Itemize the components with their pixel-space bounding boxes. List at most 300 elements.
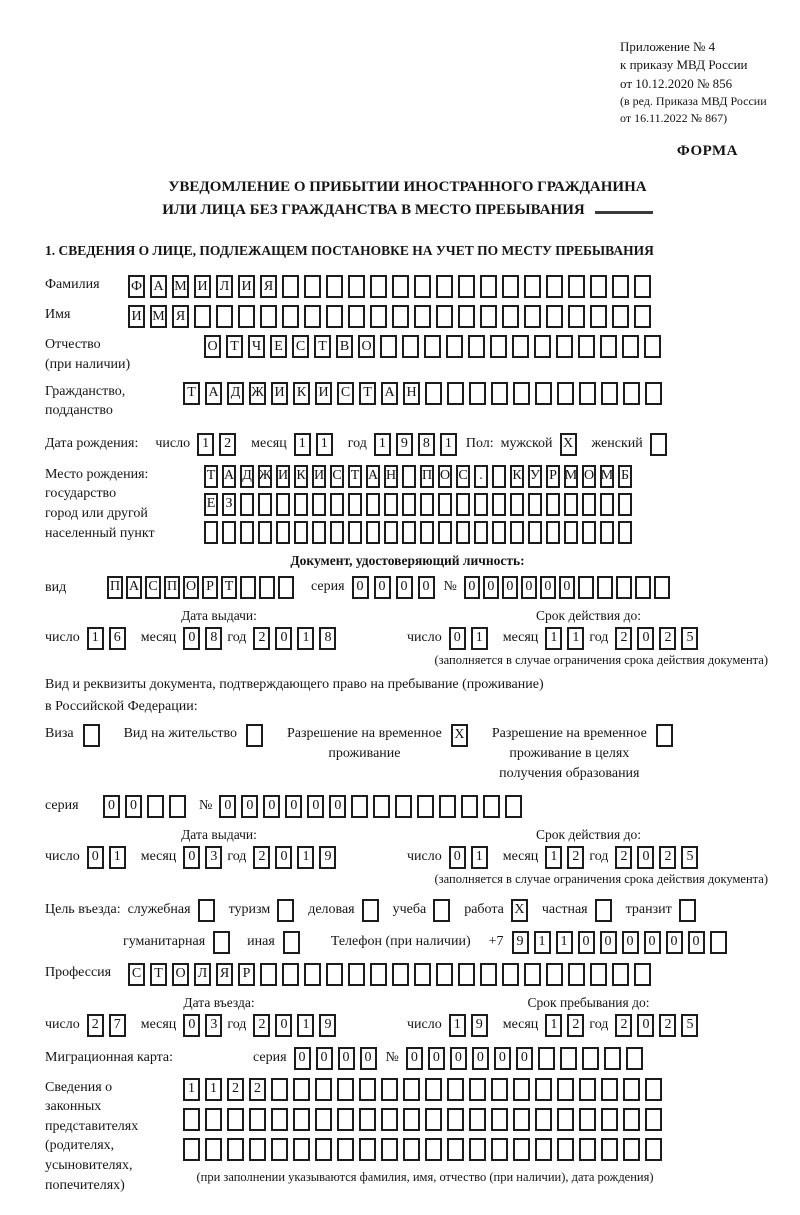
- form-cell[interactable]: [348, 305, 365, 328]
- form-cell[interactable]: [469, 382, 486, 405]
- form-cell[interactable]: 5: [681, 846, 698, 869]
- form-cell[interactable]: [546, 493, 560, 516]
- form-cell[interactable]: 0: [406, 1047, 423, 1070]
- form-cell[interactable]: 0: [183, 846, 200, 869]
- form-cell[interactable]: Ф: [128, 275, 145, 298]
- form-cell[interactable]: [513, 382, 530, 405]
- form-cell[interactable]: 1: [449, 1014, 466, 1037]
- form-cell[interactable]: [438, 493, 452, 516]
- form-cell[interactable]: 2: [567, 1014, 584, 1037]
- form-cell[interactable]: [271, 1108, 288, 1131]
- form-cell[interactable]: 1: [316, 433, 333, 456]
- form-cell[interactable]: [568, 963, 585, 986]
- form-cell[interactable]: 1: [545, 627, 562, 650]
- form-cell[interactable]: 8: [319, 627, 336, 650]
- form-cell[interactable]: [370, 275, 387, 298]
- form-cell[interactable]: О: [358, 335, 375, 358]
- form-cell[interactable]: П: [107, 576, 123, 599]
- form-cell[interactable]: 2: [249, 1078, 266, 1101]
- form-cell[interactable]: 9: [319, 1014, 336, 1037]
- form-cell[interactable]: С: [292, 335, 309, 358]
- form-cell[interactable]: [216, 305, 233, 328]
- form-cell[interactable]: 2: [253, 627, 270, 650]
- form-cell[interactable]: Я: [172, 305, 189, 328]
- form-cell[interactable]: 0: [521, 576, 537, 599]
- form-cell[interactable]: [198, 899, 215, 922]
- form-cell[interactable]: [474, 521, 488, 544]
- form-cell[interactable]: [370, 305, 387, 328]
- form-cell[interactable]: 8: [418, 433, 435, 456]
- form-cell[interactable]: [538, 1047, 555, 1070]
- form-cell[interactable]: 0: [294, 1047, 311, 1070]
- form-cell[interactable]: 1: [205, 1078, 222, 1101]
- form-cell[interactable]: [304, 305, 321, 328]
- form-cell[interactable]: [456, 493, 470, 516]
- form-cell[interactable]: [528, 493, 542, 516]
- form-cell[interactable]: [282, 305, 299, 328]
- form-cell[interactable]: 1: [374, 433, 391, 456]
- form-cell[interactable]: З: [222, 493, 236, 516]
- form-cell[interactable]: 0: [450, 1047, 467, 1070]
- form-cell[interactable]: Ж: [249, 382, 266, 405]
- form-cell[interactable]: [510, 493, 524, 516]
- form-cell[interactable]: [622, 335, 639, 358]
- form-cell[interactable]: О: [582, 465, 596, 488]
- form-cell[interactable]: [468, 335, 485, 358]
- form-cell[interactable]: [240, 521, 254, 544]
- form-cell[interactable]: Ж: [258, 465, 272, 488]
- form-cell[interactable]: 9: [512, 931, 529, 954]
- form-cell[interactable]: [568, 305, 585, 328]
- form-cell[interactable]: 0: [352, 576, 369, 599]
- form-cell[interactable]: [579, 1078, 596, 1101]
- form-cell[interactable]: [395, 795, 412, 818]
- form-cell[interactable]: [483, 795, 500, 818]
- form-cell[interactable]: [446, 335, 463, 358]
- form-cell[interactable]: [535, 1138, 552, 1161]
- form-cell[interactable]: [604, 1047, 621, 1070]
- form-cell[interactable]: [579, 382, 596, 405]
- form-cell[interactable]: [425, 1078, 442, 1101]
- form-cell[interactable]: Р: [238, 963, 255, 986]
- form-cell[interactable]: [348, 493, 362, 516]
- form-cell[interactable]: [502, 963, 519, 986]
- form-cell[interactable]: [433, 899, 450, 922]
- form-cell[interactable]: 0: [502, 576, 518, 599]
- form-cell[interactable]: [491, 1108, 508, 1131]
- form-cell[interactable]: М: [172, 275, 189, 298]
- form-cell[interactable]: [491, 1078, 508, 1101]
- form-cell[interactable]: [546, 963, 563, 986]
- form-cell[interactable]: [246, 724, 263, 747]
- form-cell[interactable]: 1: [183, 1078, 200, 1101]
- form-cell[interactable]: [635, 576, 651, 599]
- form-cell[interactable]: 1: [294, 433, 311, 456]
- form-cell[interactable]: [315, 1108, 332, 1131]
- form-cell[interactable]: [204, 521, 218, 544]
- form-cell[interactable]: 6: [109, 627, 126, 650]
- form-cell[interactable]: [260, 963, 277, 986]
- form-cell[interactable]: 1: [297, 846, 314, 869]
- form-cell[interactable]: [590, 275, 607, 298]
- form-cell[interactable]: Т: [150, 963, 167, 986]
- form-cell[interactable]: А: [126, 576, 142, 599]
- form-cell[interactable]: К: [510, 465, 524, 488]
- form-cell[interactable]: [315, 1138, 332, 1161]
- form-cell[interactable]: П: [164, 576, 180, 599]
- form-cell[interactable]: [366, 493, 380, 516]
- form-cell[interactable]: 0: [516, 1047, 533, 1070]
- form-cell[interactable]: 2: [615, 627, 632, 650]
- form-cell[interactable]: 1: [297, 1014, 314, 1037]
- form-cell[interactable]: 0: [307, 795, 324, 818]
- form-cell[interactable]: [474, 493, 488, 516]
- form-cell[interactable]: 0: [644, 931, 661, 954]
- form-cell[interactable]: [564, 521, 578, 544]
- form-cell[interactable]: [623, 1078, 640, 1101]
- form-cell[interactable]: К: [293, 382, 310, 405]
- form-cell[interactable]: [402, 493, 416, 516]
- form-cell[interactable]: 1: [109, 846, 126, 869]
- form-cell[interactable]: [83, 724, 100, 747]
- form-cell[interactable]: [417, 795, 434, 818]
- form-cell[interactable]: 0: [578, 931, 595, 954]
- form-cell[interactable]: [469, 1078, 486, 1101]
- form-cell[interactable]: 9: [319, 846, 336, 869]
- form-cell[interactable]: [381, 1078, 398, 1101]
- form-cell[interactable]: [240, 493, 254, 516]
- form-cell[interactable]: [623, 1138, 640, 1161]
- form-cell[interactable]: [277, 899, 294, 922]
- form-cell[interactable]: [447, 382, 464, 405]
- form-cell[interactable]: [582, 521, 596, 544]
- form-cell[interactable]: Р: [546, 465, 560, 488]
- form-cell[interactable]: [402, 335, 419, 358]
- form-cell[interactable]: [436, 963, 453, 986]
- form-cell[interactable]: О: [204, 335, 221, 358]
- form-cell[interactable]: [546, 275, 563, 298]
- form-cell[interactable]: [403, 1138, 420, 1161]
- form-cell[interactable]: О: [183, 576, 199, 599]
- form-cell[interactable]: [601, 1108, 618, 1131]
- form-cell[interactable]: 5: [681, 1014, 698, 1037]
- form-cell[interactable]: 0: [666, 931, 683, 954]
- form-cell[interactable]: [183, 1108, 200, 1131]
- form-cell[interactable]: [505, 795, 522, 818]
- form-cell[interactable]: 1: [567, 627, 584, 650]
- form-cell[interactable]: [380, 335, 397, 358]
- form-cell[interactable]: [461, 795, 478, 818]
- form-cell[interactable]: Т: [348, 465, 362, 488]
- form-cell[interactable]: [283, 931, 300, 954]
- form-cell[interactable]: X: [511, 899, 528, 922]
- form-cell[interactable]: 0: [87, 846, 104, 869]
- form-cell[interactable]: [392, 275, 409, 298]
- form-cell[interactable]: [447, 1078, 464, 1101]
- form-cell[interactable]: [568, 275, 585, 298]
- form-cell[interactable]: 2: [87, 1014, 104, 1037]
- form-cell[interactable]: 0: [472, 1047, 489, 1070]
- form-cell[interactable]: 0: [418, 576, 435, 599]
- form-cell[interactable]: [645, 382, 662, 405]
- form-cell[interactable]: [414, 275, 431, 298]
- form-cell[interactable]: [557, 1078, 574, 1101]
- form-cell[interactable]: [271, 1078, 288, 1101]
- form-cell[interactable]: С: [456, 465, 470, 488]
- form-cell[interactable]: [351, 795, 368, 818]
- form-cell[interactable]: [557, 1138, 574, 1161]
- form-cell[interactable]: 1: [556, 931, 573, 954]
- form-cell[interactable]: [645, 1138, 662, 1161]
- form-cell[interactable]: [392, 963, 409, 986]
- form-cell[interactable]: [612, 963, 629, 986]
- form-cell[interactable]: [582, 493, 596, 516]
- form-cell[interactable]: М: [600, 465, 614, 488]
- form-cell[interactable]: Е: [204, 493, 218, 516]
- form-cell[interactable]: 1: [440, 433, 457, 456]
- form-cell[interactable]: 3: [205, 846, 222, 869]
- form-cell[interactable]: [276, 493, 290, 516]
- form-cell[interactable]: [359, 1078, 376, 1101]
- form-cell[interactable]: В: [336, 335, 353, 358]
- form-cell[interactable]: [524, 305, 541, 328]
- form-cell[interactable]: [366, 521, 380, 544]
- form-cell[interactable]: [249, 1138, 266, 1161]
- form-cell[interactable]: [205, 1138, 222, 1161]
- form-cell[interactable]: [425, 1108, 442, 1131]
- form-cell[interactable]: 0: [483, 576, 499, 599]
- form-cell[interactable]: [337, 1108, 354, 1131]
- form-cell[interactable]: [147, 795, 164, 818]
- form-cell[interactable]: [227, 1138, 244, 1161]
- form-cell[interactable]: [392, 305, 409, 328]
- form-cell[interactable]: [381, 1138, 398, 1161]
- form-cell[interactable]: [578, 335, 595, 358]
- form-cell[interactable]: [535, 1078, 552, 1101]
- form-cell[interactable]: [492, 521, 506, 544]
- form-cell[interactable]: [612, 305, 629, 328]
- form-cell[interactable]: [337, 1138, 354, 1161]
- form-cell[interactable]: У: [528, 465, 542, 488]
- form-cell[interactable]: 2: [615, 846, 632, 869]
- form-cell[interactable]: [330, 493, 344, 516]
- form-cell[interactable]: [315, 1078, 332, 1101]
- form-cell[interactable]: [626, 1047, 643, 1070]
- form-cell[interactable]: [601, 382, 618, 405]
- form-cell[interactable]: С: [128, 963, 145, 986]
- form-cell[interactable]: 0: [103, 795, 120, 818]
- form-cell[interactable]: 0: [449, 846, 466, 869]
- form-cell[interactable]: [535, 1108, 552, 1131]
- form-cell[interactable]: [491, 382, 508, 405]
- form-cell[interactable]: [600, 335, 617, 358]
- form-cell[interactable]: [469, 1138, 486, 1161]
- form-cell[interactable]: [278, 576, 294, 599]
- form-cell[interactable]: [436, 305, 453, 328]
- form-cell[interactable]: О: [438, 465, 452, 488]
- form-cell[interactable]: А: [205, 382, 222, 405]
- form-cell[interactable]: 0: [494, 1047, 511, 1070]
- form-cell[interactable]: [258, 493, 272, 516]
- form-cell[interactable]: С: [337, 382, 354, 405]
- form-cell[interactable]: [222, 521, 236, 544]
- form-cell[interactable]: [513, 1108, 530, 1131]
- form-cell[interactable]: 0: [360, 1047, 377, 1070]
- form-cell[interactable]: 0: [275, 846, 292, 869]
- form-cell[interactable]: [492, 465, 506, 488]
- form-cell[interactable]: [425, 1138, 442, 1161]
- form-cell[interactable]: [447, 1138, 464, 1161]
- form-cell[interactable]: [618, 521, 632, 544]
- form-cell[interactable]: [492, 493, 506, 516]
- form-cell[interactable]: 0: [449, 627, 466, 650]
- form-cell[interactable]: [480, 275, 497, 298]
- form-cell[interactable]: И: [271, 382, 288, 405]
- form-cell[interactable]: [381, 1108, 398, 1131]
- form-cell[interactable]: 1: [545, 846, 562, 869]
- form-cell[interactable]: [326, 275, 343, 298]
- form-cell[interactable]: [348, 521, 362, 544]
- form-cell[interactable]: Н: [403, 382, 420, 405]
- form-cell[interactable]: [510, 521, 524, 544]
- form-cell[interactable]: [582, 1047, 599, 1070]
- form-cell[interactable]: X: [451, 724, 468, 747]
- form-cell[interactable]: [276, 521, 290, 544]
- form-cell[interactable]: И: [194, 275, 211, 298]
- form-cell[interactable]: А: [150, 275, 167, 298]
- form-cell[interactable]: [524, 275, 541, 298]
- form-cell[interactable]: [612, 275, 629, 298]
- form-cell[interactable]: [348, 275, 365, 298]
- form-cell[interactable]: [600, 521, 614, 544]
- form-cell[interactable]: И: [238, 275, 255, 298]
- form-cell[interactable]: Т: [359, 382, 376, 405]
- form-cell[interactable]: И: [312, 465, 326, 488]
- form-cell[interactable]: Я: [260, 275, 277, 298]
- form-cell[interactable]: А: [222, 465, 236, 488]
- form-cell[interactable]: [373, 795, 390, 818]
- form-cell[interactable]: [710, 931, 727, 954]
- form-cell[interactable]: Т: [226, 335, 243, 358]
- form-cell[interactable]: [420, 521, 434, 544]
- form-cell[interactable]: А: [381, 382, 398, 405]
- form-cell[interactable]: [623, 382, 640, 405]
- form-cell[interactable]: [513, 1138, 530, 1161]
- form-cell[interactable]: [169, 795, 186, 818]
- form-cell[interactable]: 1: [197, 433, 214, 456]
- form-cell[interactable]: [557, 1108, 574, 1131]
- form-cell[interactable]: А: [366, 465, 380, 488]
- form-cell[interactable]: [438, 521, 452, 544]
- form-cell[interactable]: [512, 335, 529, 358]
- form-cell[interactable]: 0: [464, 576, 480, 599]
- form-cell[interactable]: .: [474, 465, 488, 488]
- form-cell[interactable]: [656, 724, 673, 747]
- form-cell[interactable]: С: [330, 465, 344, 488]
- form-cell[interactable]: Л: [216, 275, 233, 298]
- form-cell[interactable]: [491, 1138, 508, 1161]
- form-cell[interactable]: 0: [275, 627, 292, 650]
- form-cell[interactable]: 0: [428, 1047, 445, 1070]
- form-cell[interactable]: [259, 576, 275, 599]
- form-cell[interactable]: М: [564, 465, 578, 488]
- form-cell[interactable]: 0: [275, 1014, 292, 1037]
- form-cell[interactable]: [205, 1108, 222, 1131]
- form-cell[interactable]: И: [315, 382, 332, 405]
- form-cell[interactable]: [616, 576, 632, 599]
- form-cell[interactable]: 0: [600, 931, 617, 954]
- form-cell[interactable]: [458, 275, 475, 298]
- form-cell[interactable]: [557, 382, 574, 405]
- form-cell[interactable]: [403, 1078, 420, 1101]
- form-cell[interactable]: Н: [384, 465, 398, 488]
- form-cell[interactable]: [600, 493, 614, 516]
- form-cell[interactable]: 1: [545, 1014, 562, 1037]
- form-cell[interactable]: 0: [688, 931, 705, 954]
- form-cell[interactable]: [425, 382, 442, 405]
- form-cell[interactable]: [556, 335, 573, 358]
- form-cell[interactable]: [618, 493, 632, 516]
- form-cell[interactable]: Т: [183, 382, 200, 405]
- form-cell[interactable]: [370, 963, 387, 986]
- form-cell[interactable]: С: [145, 576, 161, 599]
- form-cell[interactable]: [260, 305, 277, 328]
- form-cell[interactable]: Б: [618, 465, 632, 488]
- form-cell[interactable]: Т: [221, 576, 237, 599]
- form-cell[interactable]: 0: [540, 576, 556, 599]
- form-cell[interactable]: [578, 576, 594, 599]
- form-cell[interactable]: 0: [622, 931, 639, 954]
- form-cell[interactable]: [312, 521, 326, 544]
- form-cell[interactable]: [293, 1078, 310, 1101]
- form-cell[interactable]: [362, 899, 379, 922]
- form-cell[interactable]: 2: [253, 846, 270, 869]
- form-cell[interactable]: 2: [219, 433, 236, 456]
- form-cell[interactable]: [258, 521, 272, 544]
- form-cell[interactable]: [194, 305, 211, 328]
- form-cell[interactable]: 0: [241, 795, 258, 818]
- form-cell[interactable]: [601, 1138, 618, 1161]
- form-cell[interactable]: [359, 1108, 376, 1131]
- form-cell[interactable]: [420, 493, 434, 516]
- form-cell[interactable]: 0: [316, 1047, 333, 1070]
- form-cell[interactable]: 0: [396, 576, 413, 599]
- form-cell[interactable]: 0: [329, 795, 346, 818]
- form-cell[interactable]: [402, 465, 416, 488]
- form-cell[interactable]: 2: [659, 627, 676, 650]
- form-cell[interactable]: [480, 963, 497, 986]
- form-cell[interactable]: 3: [205, 1014, 222, 1037]
- form-cell[interactable]: 1: [471, 627, 488, 650]
- form-cell[interactable]: [623, 1108, 640, 1131]
- form-cell[interactable]: [480, 305, 497, 328]
- form-cell[interactable]: 0: [559, 576, 575, 599]
- form-cell[interactable]: [294, 521, 308, 544]
- form-cell[interactable]: [403, 1108, 420, 1131]
- form-cell[interactable]: [597, 576, 613, 599]
- form-cell[interactable]: [458, 963, 475, 986]
- form-cell[interactable]: 9: [396, 433, 413, 456]
- form-cell[interactable]: [644, 335, 661, 358]
- form-cell[interactable]: 0: [125, 795, 142, 818]
- form-cell[interactable]: [595, 899, 612, 922]
- form-cell[interactable]: 2: [659, 1014, 676, 1037]
- form-cell[interactable]: Д: [240, 465, 254, 488]
- form-cell[interactable]: [679, 899, 696, 922]
- form-cell[interactable]: [436, 275, 453, 298]
- form-cell[interactable]: [330, 521, 344, 544]
- form-cell[interactable]: И: [276, 465, 290, 488]
